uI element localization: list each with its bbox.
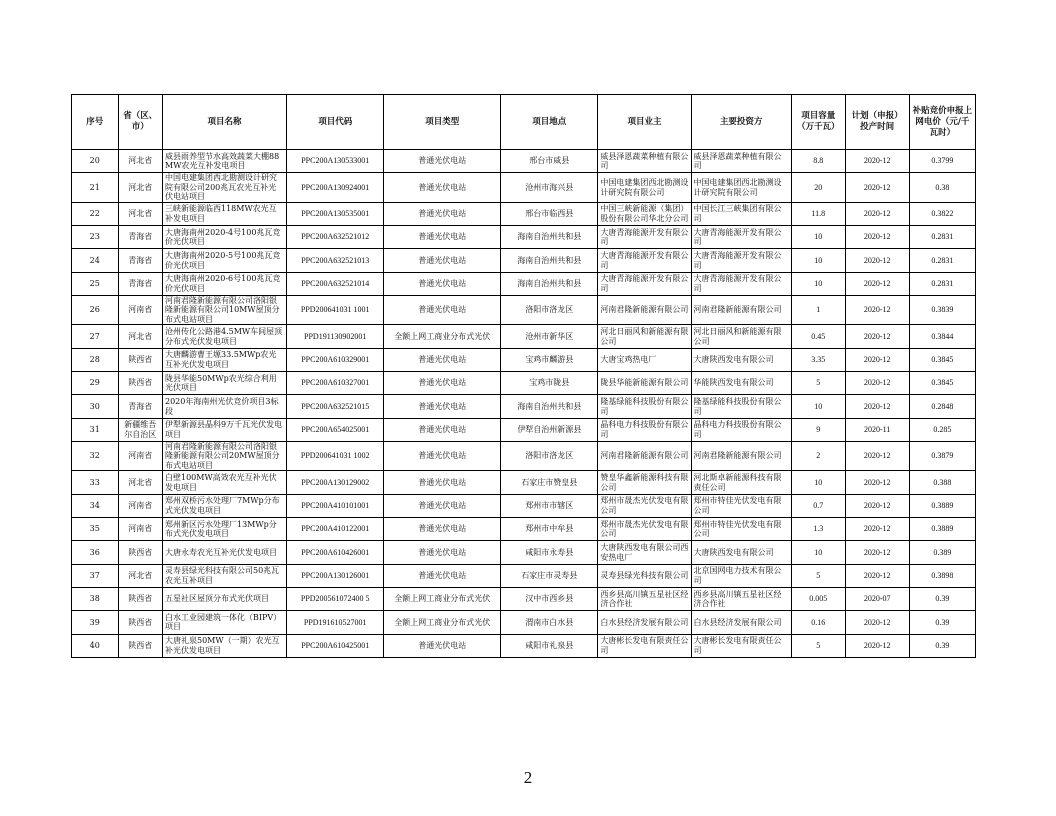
cell-date: 2020-12 xyxy=(845,150,909,173)
cell-project-code: PPC200A410122001 xyxy=(287,518,384,541)
cell-project-code: PPC200A654025001 xyxy=(287,418,384,441)
cell-capacity: 20 xyxy=(791,173,845,203)
cell-date: 2020-12 xyxy=(845,249,909,272)
col-investor-header: 主要投资方 xyxy=(691,95,791,150)
cell-location: 咸阳市礼泉县 xyxy=(501,634,598,657)
cell-province: 河南省 xyxy=(118,494,162,517)
cell-project-code: PPC200A632521012 xyxy=(287,226,384,249)
cell-province: 河北省 xyxy=(118,325,162,348)
cell-location: 海南自治州共和县 xyxy=(501,395,598,418)
cell-location: 渭南市白水县 xyxy=(501,611,598,634)
cell-project-name: 大唐海南州2020-5号100兆瓦竞价光伏项目 xyxy=(163,249,287,272)
cell-price: 0.2831 xyxy=(909,272,975,295)
table-row xyxy=(72,202,976,225)
cell-owner: 郑州市晟杰光伏发电有限公司 xyxy=(598,494,691,517)
cell-project-code: PPC200A632521014 xyxy=(287,272,384,295)
table-header-row xyxy=(72,95,976,150)
cell-seq: 29 xyxy=(72,372,119,395)
cell-date: 2020-12 xyxy=(845,494,909,517)
col-date-header: 计划（申报）投产时间 xyxy=(845,95,909,150)
cell-province: 河南省 xyxy=(118,295,162,325)
col-location-header: 项目地点 xyxy=(501,95,598,150)
cell-location: 海南自治州共和县 xyxy=(501,249,598,272)
cell-seq: 22 xyxy=(72,202,119,225)
page-number: 2 xyxy=(523,768,533,787)
cell-project-name: 五星社区屋顶分布式光伏项目 xyxy=(163,587,287,610)
cell-project-type: 普通光伏电站 xyxy=(384,418,501,441)
cell-project-name: 伊犁新源县晶科9万千瓦光伏发电项目 xyxy=(163,418,287,441)
cell-capacity: 10 xyxy=(791,471,845,494)
cell-seq: 23 xyxy=(72,226,119,249)
col-price-header: 补贴竞价申报上网电价（元/千瓦时） xyxy=(909,95,975,150)
cell-province: 陕西省 xyxy=(118,611,162,634)
cell-date: 2020-12 xyxy=(845,348,909,371)
cell-capacity: 8.8 xyxy=(791,150,845,173)
cell-project-name: 三峡新能源临西118MW农光互补发电项目 xyxy=(163,202,287,225)
col-owner-header: 项目业主 xyxy=(598,95,691,150)
cell-project-type: 普通光伏电站 xyxy=(384,295,501,325)
cell-project-code: PPC200A632521015 xyxy=(287,395,384,418)
cell-province: 河南省 xyxy=(118,441,162,471)
cell-project-type: 普通光伏电站 xyxy=(384,249,501,272)
cell-seq: 31 xyxy=(72,418,119,441)
cell-project-type: 普通光伏电站 xyxy=(384,372,501,395)
cell-province: 青海省 xyxy=(118,272,162,295)
cell-investor: 中国长江三峡集团有限公司 xyxy=(691,202,791,225)
cell-project-name: 陇县华能50MWp农光综合利用光伏项目 xyxy=(163,372,287,395)
cell-investor: 大唐彬长发电有限责任公司 xyxy=(691,634,791,657)
cell-seq: 28 xyxy=(72,348,119,371)
cell-project-type: 普通光伏电站 xyxy=(384,226,501,249)
cell-capacity: 0.7 xyxy=(791,494,845,517)
cell-province: 陕西省 xyxy=(118,348,162,371)
cell-capacity: 5 xyxy=(791,564,845,587)
cell-project-code: PPC200A130533001 xyxy=(287,150,384,173)
table-row xyxy=(72,325,976,348)
cell-capacity: 0.005 xyxy=(791,587,845,610)
cell-price: 0.389 xyxy=(909,541,975,564)
cell-date: 2020-12 xyxy=(845,395,909,418)
cell-location: 邢台市威县 xyxy=(501,150,598,173)
cell-seq: 35 xyxy=(72,518,119,541)
cell-date: 2020-12 xyxy=(845,611,909,634)
cell-project-code: PPD200641031 1001 xyxy=(287,295,384,325)
table-row xyxy=(72,418,976,441)
cell-price: 0.3889 xyxy=(909,494,975,517)
cell-project-name: 大唐麟游曹王塬33.5MWp农光互补光伏发电项目 xyxy=(163,348,287,371)
cell-project-name: 灵寿县绿光科技有限公司50兆瓦农光互补项目 xyxy=(163,564,287,587)
cell-location: 郑州市中牟县 xyxy=(501,518,598,541)
cell-capacity: 10 xyxy=(791,249,845,272)
cell-date: 2020-12 xyxy=(845,272,909,295)
cell-location: 洛阳市洛龙区 xyxy=(501,295,598,325)
cell-location: 石家庄市赞皇县 xyxy=(501,471,598,494)
cell-project-name: 2020年海南州光伏竞价项目3标段 xyxy=(163,395,287,418)
cell-project-name: 大唐永寿农光互补光伏发电项目 xyxy=(163,541,287,564)
cell-location: 沧州市海兴县 xyxy=(501,173,598,203)
cell-capacity: 1 xyxy=(791,295,845,325)
cell-project-code: PPD191610527001 xyxy=(287,611,384,634)
cell-capacity: 0.45 xyxy=(791,325,845,348)
cell-investor: 大唐陕西发电有限公司 xyxy=(691,541,791,564)
cell-capacity: 2 xyxy=(791,441,845,471)
cell-project-name: 白壁100MW高效农光互补光伏发电项目 xyxy=(163,471,287,494)
cell-location: 汉中市西乡县 xyxy=(501,587,598,610)
cell-investor: 华能陕西发电有限公司 xyxy=(691,372,791,395)
cell-province: 河北省 xyxy=(118,564,162,587)
cell-investor: 中国电建集团西北勘测设计研究院有限公司 xyxy=(691,173,791,203)
cell-date: 2020-12 xyxy=(845,173,909,203)
cell-project-name: 郑州双桥污水处理厂7MWp分布式光伏发电项目 xyxy=(163,494,287,517)
cell-date: 2020-12 xyxy=(845,226,909,249)
cell-location: 石家庄市灵寿县 xyxy=(501,564,598,587)
cell-project-type: 普通光伏电站 xyxy=(384,395,501,418)
cell-seq: 40 xyxy=(72,634,119,657)
cell-investor: 西乡县高川镇五星社区经济合作社 xyxy=(691,587,791,610)
cell-price: 0.3879 xyxy=(909,441,975,471)
cell-seq: 38 xyxy=(72,587,119,610)
cell-project-code: PPC200A130924001 xyxy=(287,173,384,203)
cell-date: 2020-12 xyxy=(845,441,909,471)
cell-project-name: 白水工业园建筑一体化（BIPV）项目 xyxy=(163,611,287,634)
cell-project-type: 全额上网工商业分布式光伏 xyxy=(384,611,501,634)
cell-project-code: PPD191130902001 xyxy=(287,325,384,348)
cell-capacity: 0.16 xyxy=(791,611,845,634)
cell-date: 2020-12 xyxy=(845,295,909,325)
table-row xyxy=(72,494,976,517)
cell-owner: 威县泽恩蔬菜种植有限公司 xyxy=(598,150,691,173)
cell-capacity: 9 xyxy=(791,418,845,441)
cell-location: 海南自治州共和县 xyxy=(501,226,598,249)
cell-project-name: 大唐海南州2020-6号100兆瓦竞价光伏项目 xyxy=(163,272,287,295)
cell-province: 河北省 xyxy=(118,471,162,494)
col-name-header: 项目名称 xyxy=(163,95,287,150)
cell-price: 0.39 xyxy=(909,611,975,634)
cell-location: 洛阳市洛龙区 xyxy=(501,441,598,471)
cell-price: 0.39 xyxy=(909,634,975,657)
table-row xyxy=(72,173,976,203)
cell-capacity: 10 xyxy=(791,226,845,249)
cell-location: 咸阳市永寿县 xyxy=(501,541,598,564)
cell-province: 河北省 xyxy=(118,202,162,225)
cell-seq: 21 xyxy=(72,173,119,203)
table-row xyxy=(72,395,976,418)
cell-project-type: 普通光伏电站 xyxy=(384,494,501,517)
col-seq-header: 序号 xyxy=(72,95,119,150)
table-row xyxy=(72,150,976,173)
col-code-header: 项目代码 xyxy=(287,95,384,150)
table-row xyxy=(72,249,976,272)
cell-date: 2020-11 xyxy=(845,418,909,441)
table-row xyxy=(72,541,976,564)
col-province-header: 省（区、市） xyxy=(118,95,162,150)
cell-capacity: 3.35 xyxy=(791,348,845,371)
cell-investor: 河北日丽风和新能源有限公司 xyxy=(691,325,791,348)
cell-price: 0.3845 xyxy=(909,348,975,371)
cell-project-code: PPC200A410101001 xyxy=(287,494,384,517)
cell-province: 陕西省 xyxy=(118,634,162,657)
cell-project-type: 普通光伏电站 xyxy=(384,202,501,225)
cell-seq: 20 xyxy=(72,150,119,173)
cell-owner: 大唐彬长发电有限责任公司 xyxy=(598,634,691,657)
cell-capacity: 1.3 xyxy=(791,518,845,541)
cell-project-code: PPC200A610327001 xyxy=(287,372,384,395)
cell-province: 新疆维吾尔自治区 xyxy=(118,418,162,441)
cell-date: 2020-12 xyxy=(845,541,909,564)
cell-project-type: 普通光伏电站 xyxy=(384,150,501,173)
cell-seq: 36 xyxy=(72,541,119,564)
cell-project-name: 大唐礼泉50MW（一期）农光互补光伏发电项目 xyxy=(163,634,287,657)
cell-investor: 威县泽恩蔬菜种植有限公司 xyxy=(691,150,791,173)
cell-owner: 西乡县高川镇五星社区经济合作社 xyxy=(598,587,691,610)
cell-investor: 郑州市特佳光伏发电有限公司 xyxy=(691,518,791,541)
cell-location: 伊犁自治州新源县 xyxy=(501,418,598,441)
cell-date: 2020-12 xyxy=(845,634,909,657)
table-row xyxy=(72,372,976,395)
cell-province: 河南省 xyxy=(118,518,162,541)
cell-price: 0.38 xyxy=(909,173,975,203)
table-row xyxy=(72,226,976,249)
cell-province: 陕西省 xyxy=(118,587,162,610)
cell-investor: 晶科电力科技股份有限公司 xyxy=(691,418,791,441)
cell-capacity: 11.8 xyxy=(791,202,845,225)
cell-owner: 大唐宝鸡热电厂 xyxy=(598,348,691,371)
cell-owner: 河北日丽风和新能源有限公司 xyxy=(598,325,691,348)
cell-capacity: 5 xyxy=(791,634,845,657)
cell-capacity: 10 xyxy=(791,272,845,295)
cell-location: 郑州市市辖区 xyxy=(501,494,598,517)
cell-owner: 中国三峡新能源（集团）股份有限公司华北分公司 xyxy=(598,202,691,225)
cell-location: 邢台市临西县 xyxy=(501,202,598,225)
cell-project-type: 普通光伏电站 xyxy=(384,518,501,541)
cell-owner: 大唐陕西发电有限公司西安热电厂 xyxy=(598,541,691,564)
cell-investor: 河北斯卓新能源科技有限责任公司 xyxy=(691,471,791,494)
cell-price: 0.2831 xyxy=(909,249,975,272)
cell-date: 2020-12 xyxy=(845,564,909,587)
cell-seq: 25 xyxy=(72,272,119,295)
cell-price: 0.3839 xyxy=(909,295,975,325)
cell-owner: 大唐青海能源开发有限公司 xyxy=(598,272,691,295)
cell-owner: 中国电建集团西北勘测设计研究院有限公司 xyxy=(598,173,691,203)
table-row xyxy=(72,471,976,494)
cell-price: 0.2848 xyxy=(909,395,975,418)
cell-owner: 赞皇华鑫新能源科技有限公司 xyxy=(598,471,691,494)
cell-price: 0.285 xyxy=(909,418,975,441)
cell-seq: 37 xyxy=(72,564,119,587)
table-row xyxy=(72,518,976,541)
cell-province: 河北省 xyxy=(118,150,162,173)
cell-province: 河北省 xyxy=(118,173,162,203)
cell-seq: 34 xyxy=(72,494,119,517)
cell-project-code: PPC200A610426001 xyxy=(287,541,384,564)
cell-investor: 郑州市特佳光伏发电有限公司 xyxy=(691,494,791,517)
col-type-header: 项目类型 xyxy=(384,95,501,150)
col-capacity-header: 项目容量（万千瓦） xyxy=(791,95,845,150)
cell-project-code: PPC200A610425001 xyxy=(287,634,384,657)
cell-investor: 河南君隆新能源有限公司 xyxy=(691,441,791,471)
cell-owner: 灵寿县绿光科技有限公司 xyxy=(598,564,691,587)
cell-project-type: 普通光伏电站 xyxy=(384,541,501,564)
cell-price: 0.39 xyxy=(909,587,975,610)
cell-date: 2020-12 xyxy=(845,372,909,395)
table-row xyxy=(72,295,976,325)
cell-investor: 河南君隆新能源有限公司 xyxy=(691,295,791,325)
cell-owner: 大唐青海能源开发有限公司 xyxy=(598,249,691,272)
table-row xyxy=(72,634,976,657)
cell-owner: 河南君隆新能源有限公司 xyxy=(598,441,691,471)
cell-province: 青海省 xyxy=(118,395,162,418)
cell-investor: 北京国网电力技术有限公司 xyxy=(691,564,791,587)
cell-location: 沧州市新华区 xyxy=(501,325,598,348)
cell-province: 青海省 xyxy=(118,249,162,272)
table-row xyxy=(72,564,976,587)
table-row xyxy=(72,587,976,610)
cell-project-code: PPC200A130535001 xyxy=(287,202,384,225)
cell-project-type: 普通光伏电站 xyxy=(384,272,501,295)
cell-date: 2020-07 xyxy=(845,587,909,610)
cell-investor: 大唐陕西发电有限公司 xyxy=(691,348,791,371)
cell-province: 陕西省 xyxy=(118,541,162,564)
cell-date: 2020-12 xyxy=(845,325,909,348)
cell-project-name: 大唐海南州2020-4号100兆瓦竞价光伏项目 xyxy=(163,226,287,249)
cell-project-type: 全额上网工商业分布式光伏 xyxy=(384,587,501,610)
cell-seq: 24 xyxy=(72,249,119,272)
table-row xyxy=(72,348,976,371)
cell-project-name: 郑州新区污水处理厂13MWp分布式光伏发电项目 xyxy=(163,518,287,541)
cell-project-code: PPC200A130129002 xyxy=(287,471,384,494)
cell-price: 0.3889 xyxy=(909,518,975,541)
cell-project-code: PPC200A130126001 xyxy=(287,564,384,587)
cell-seq: 26 xyxy=(72,295,119,325)
cell-owner: 郑州市晟杰光伏发电有限公司 xyxy=(598,518,691,541)
cell-province: 陕西省 xyxy=(118,372,162,395)
table-row xyxy=(72,272,976,295)
cell-seq: 27 xyxy=(72,325,119,348)
table-row xyxy=(72,441,976,471)
cell-owner: 隆基绿能科技股份有限公司 xyxy=(598,395,691,418)
cell-date: 2020-12 xyxy=(845,471,909,494)
cell-seq: 30 xyxy=(72,395,119,418)
cell-project-type: 普通光伏电站 xyxy=(384,634,501,657)
cell-owner: 晶科电力科技股份有限公司 xyxy=(598,418,691,441)
cell-project-type: 普通光伏电站 xyxy=(384,173,501,203)
cell-project-code: PPC200A610329001 xyxy=(287,348,384,371)
cell-location: 宝鸡市麟游县 xyxy=(501,348,598,371)
cell-date: 2020-12 xyxy=(845,518,909,541)
cell-seq: 39 xyxy=(72,611,119,634)
cell-project-name: 河南君隆新能源有限公司洛阳银隆新能源有限公司20MW屋顶分布式电站项目 xyxy=(163,441,287,471)
cell-project-name: 河南君隆新能源有限公司洛阳银隆新能源有限公司10MW屋顶分布式电站项目 xyxy=(163,295,287,325)
project-table xyxy=(71,94,976,658)
cell-owner: 白水县经济发展有限公司 xyxy=(598,611,691,634)
cell-project-code: PPD200641031 1002 xyxy=(287,441,384,471)
cell-project-name: 沧州传化公路港4.5MW车间屋顶分布式光伏发电项目 xyxy=(163,325,287,348)
cell-owner: 大唐青海能源开发有限公司 xyxy=(598,226,691,249)
cell-project-code: PPD200561072400 5 xyxy=(287,587,384,610)
cell-investor: 白水县经济发展有限公司 xyxy=(691,611,791,634)
cell-province: 青海省 xyxy=(118,226,162,249)
cell-price: 0.388 xyxy=(909,471,975,494)
cell-location: 宝鸡市陇县 xyxy=(501,372,598,395)
cell-price: 0.3822 xyxy=(909,202,975,225)
cell-investor: 大唐青海能源开发有限公司 xyxy=(691,272,791,295)
cell-investor: 大唐青海能源开发有限公司 xyxy=(691,226,791,249)
cell-project-name: 中国电建集团西北勘测设计研究院有限公司200兆瓦农光互补光伏电站项目 xyxy=(163,173,287,203)
cell-price: 0.2831 xyxy=(909,226,975,249)
cell-date: 2020-12 xyxy=(845,202,909,225)
cell-project-type: 全额上网工商业分布式光伏 xyxy=(384,325,501,348)
cell-owner: 陇县华能新能源有限公司 xyxy=(598,372,691,395)
cell-project-type: 普通光伏电站 xyxy=(384,441,501,471)
cell-capacity: 5 xyxy=(791,372,845,395)
cell-location: 海南自治州共和县 xyxy=(501,272,598,295)
table-body xyxy=(72,150,976,658)
cell-capacity: 10 xyxy=(791,395,845,418)
cell-investor: 隆基绿能科技股份有限公司 xyxy=(691,395,791,418)
cell-owner: 河南君隆新能源有限公司 xyxy=(598,295,691,325)
cell-price: 0.3898 xyxy=(909,564,975,587)
cell-project-type: 普通光伏电站 xyxy=(384,564,501,587)
cell-project-type: 普通光伏电站 xyxy=(384,348,501,371)
cell-price: 0.3799 xyxy=(909,150,975,173)
cell-seq: 33 xyxy=(72,471,119,494)
cell-investor: 大唐青海能源开发有限公司 xyxy=(691,249,791,272)
cell-price: 0.3845 xyxy=(909,372,975,395)
cell-capacity: 10 xyxy=(791,541,845,564)
cell-project-code: PPC200A632521013 xyxy=(287,249,384,272)
cell-project-name: 威县雨养型节水高效蔬菜大棚88MW农光互补发电项目 xyxy=(163,150,287,173)
cell-project-type: 普通光伏电站 xyxy=(384,471,501,494)
cell-seq: 32 xyxy=(72,441,119,471)
table-row xyxy=(72,611,976,634)
cell-price: 0.3844 xyxy=(909,325,975,348)
